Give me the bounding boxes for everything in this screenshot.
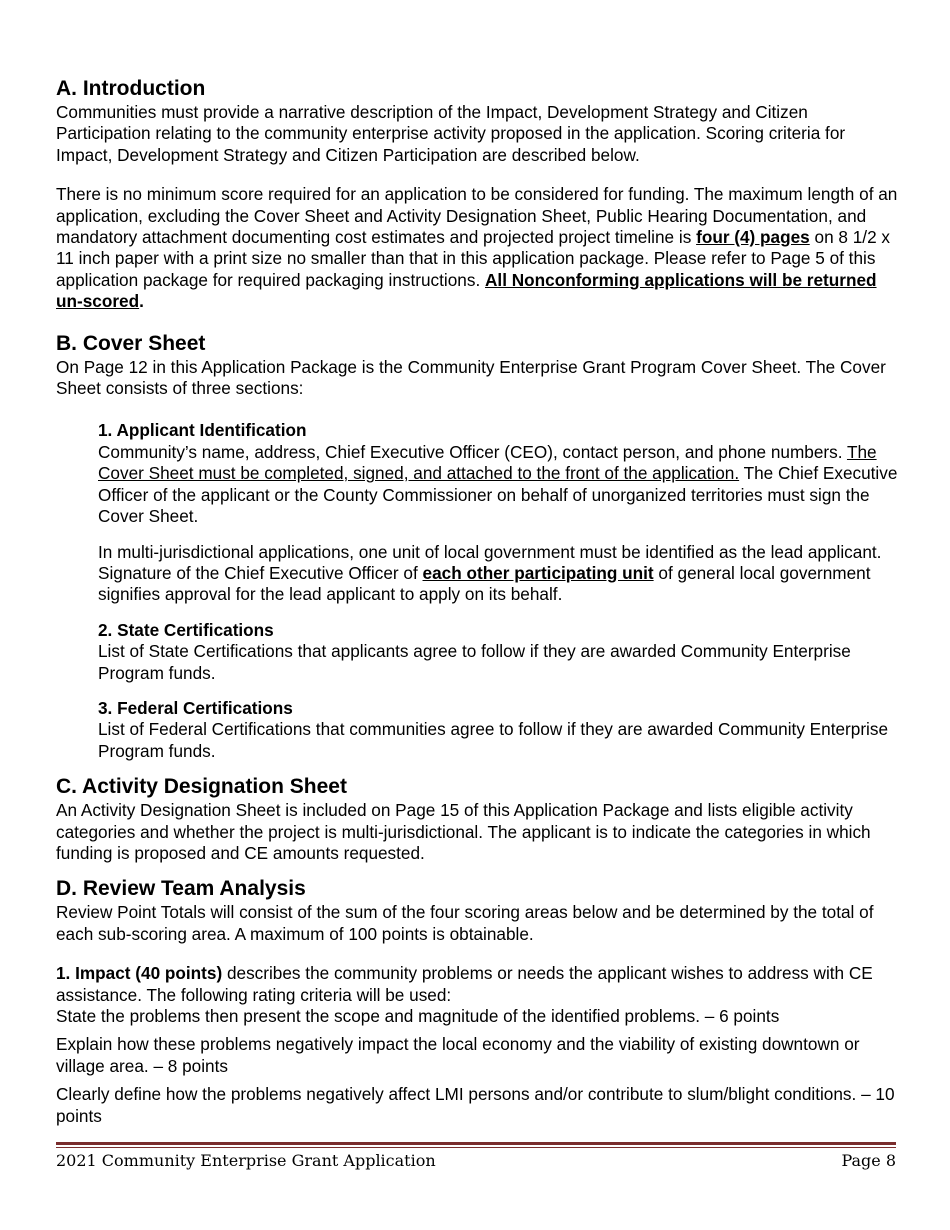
- footer-title: 2021 Community Enterprise Grant Application: [56, 1151, 436, 1170]
- text: The Chief Executive Officer of the applicant or the County Commissioner on behalf of unorganized territories must sign the Cover Sheet.: [98, 463, 898, 527]
- participating-unit-emphasis: each other participating unit: [422, 562, 654, 583]
- section-c-text: An Activity Designation Sheet is included on Page 15 of this Application Package and lists eligible activity categories and whether the project is multi-jurisdictional. The applicant is to indicate the categories in which funding is proposed and CE amounts requested.: [56, 800, 871, 863]
- section-b-heading: B. Cover Sheet: [56, 331, 206, 355]
- applicant-identification-heading: 1. Applicant Identification: [98, 420, 307, 441]
- text: .: [139, 291, 144, 312]
- text: In multi-jurisdictional applications, one unit of local government must be identified as the lead applicant. Signature of the Chief Executive Officer of: [98, 541, 882, 583]
- state-certifications-heading: 2. State Certifications: [98, 619, 274, 640]
- nonconforming-warning: All Nonconforming applications will be returned un-scored: [56, 269, 877, 312]
- federal-certifications-text: List of Federal Certifications that communities agree to follow if they are awarded Community Enterprise Program funds.: [98, 719, 889, 761]
- federal-certifications-heading: 3. Federal Certifications: [98, 697, 293, 718]
- text: Community’s name, address, Chief Executive Officer (CEO), contact person, and phone numbers.: [98, 441, 847, 462]
- criterion-1: State the problems then present the scope and magnitude of the identified problems. – 6 points: [56, 1006, 780, 1026]
- impact-heading: 1. Impact (40 points): [56, 963, 223, 984]
- footer-divider: [56, 1142, 896, 1145]
- section-d-heading: D. Review Team Analysis: [56, 877, 306, 901]
- footer-divider-thin: [56, 1147, 896, 1148]
- multi-jurisdictional-text: [98, 542, 898, 606]
- page-number: Page 8: [841, 1151, 896, 1170]
- section-a-paragraph-1: Communities must provide a narrative description of the Impact, Development Strategy and Citizen Participation relating to the community enterprise activity proposed in the application. Scoring criteria for Impact, Development Strategy and Citizen Participation are described below.: [56, 102, 846, 165]
- text: on 8 1/2 x 11 inch paper with a print size no smaller than that in this application package. Please refer to Page 5 of this application package for required packaging instructions.: [56, 227, 890, 290]
- state-certifications-text: List of State Certifications that applicants agree to follow if they are awarded Community Enterprise Program funds.: [98, 641, 851, 683]
- section-c-heading: C. Activity Designation Sheet: [56, 775, 347, 799]
- document-body: [56, 76, 898, 1127]
- section-b-intro: On Page 12 in this Application Package is the Community Enterprise Grant Program Cover Sheet. The Cover Sheet consists of three sections:: [56, 356, 886, 399]
- text: describes the community problems or needs the applicant wishes to address with CE assistance. The following rating criteria will be used:: [56, 963, 873, 1005]
- section-a-paragraph-2: [56, 184, 898, 312]
- impact-description: [56, 963, 898, 1006]
- cover-sheet-sections: [98, 420, 898, 762]
- section-d-text: Review Point Totals will consist of the sum of the four scoring areas below and be determined by the total of each sub-scoring area. A maximum of 100 points is obtainable.: [56, 902, 874, 944]
- section-a-heading: A. Introduction: [56, 77, 206, 100]
- applicant-identification-text: [98, 442, 898, 528]
- cover-sheet-requirement: The Cover Sheet must be completed, signed, and attached to the front of the application.: [98, 441, 877, 484]
- text: There is no minimum score required for an application to be considered for funding. The maximum length of an application, excluding the Cover Sheet and Activity Designation Sheet, Public Hearing Documentation, and mandatory attachment documenting cost estimates and projected project timeline is: [56, 184, 898, 248]
- text: of general local government signifies approval for the lead applicant to apply on its behalf.: [98, 562, 871, 605]
- criterion-3: Clearly define how the problems negatively affect LMI persons and/or contribute to slum/blight conditions. – 10 points: [56, 1084, 895, 1126]
- criterion-2: Explain how these problems negatively impact the local economy and the viability of existing downtown or village area. – 8 points: [56, 1034, 860, 1076]
- page-limit-emphasis: four (4) pages: [696, 227, 810, 248]
